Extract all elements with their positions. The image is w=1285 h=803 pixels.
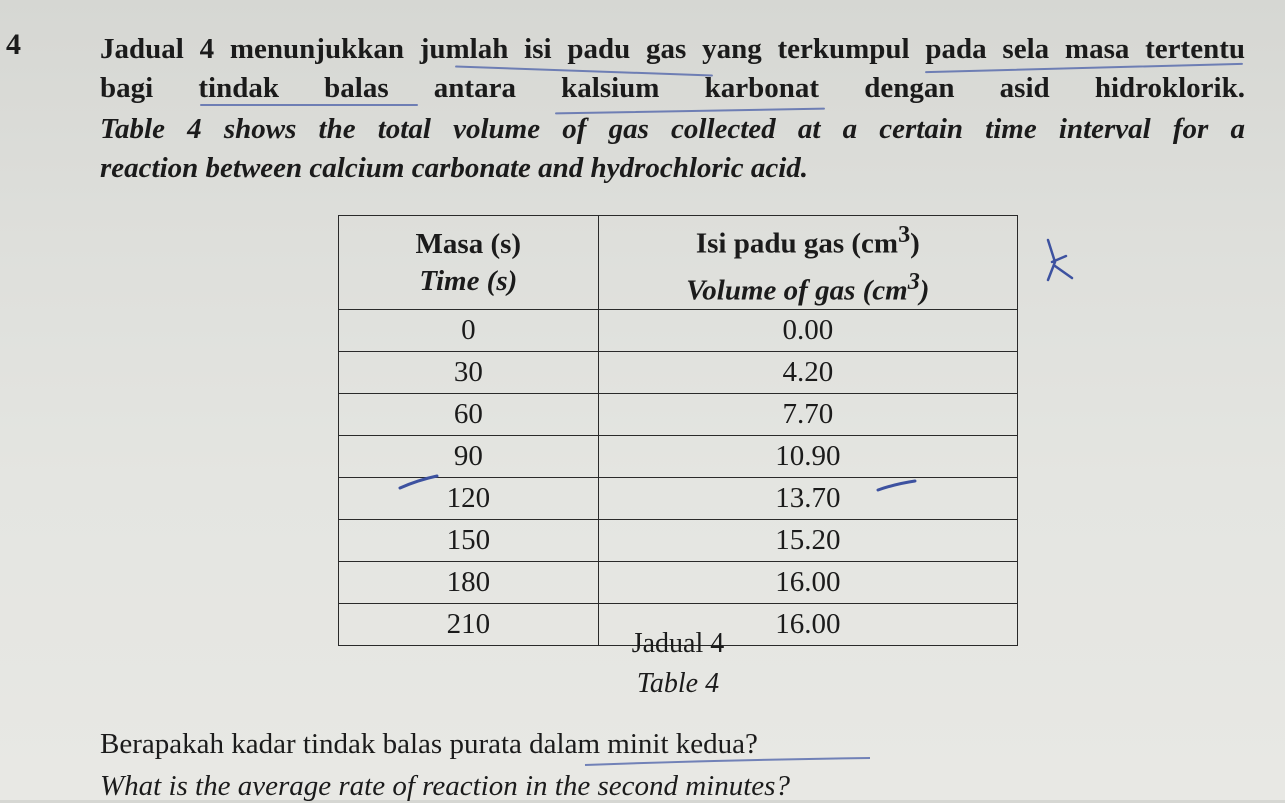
prompt-malay: Berapakah kadar tindak balas purata dalam minit kedua? xyxy=(100,728,758,760)
pen-doodle xyxy=(1048,240,1072,280)
time-cell: 0 xyxy=(339,310,599,352)
time-column-header xyxy=(339,216,599,310)
table-row xyxy=(339,436,1018,478)
unit-exponent: 3 xyxy=(907,267,920,295)
volume-cell: 15.20 xyxy=(598,520,1017,562)
table-row xyxy=(339,352,1018,394)
table-row xyxy=(339,520,1018,562)
table-row xyxy=(339,478,1018,520)
volume-cell: 7.70 xyxy=(598,394,1017,436)
volume-header-malay-text: Isi padu gas (cm xyxy=(695,227,899,260)
close-paren: ) xyxy=(919,274,930,307)
time-cell: 60 xyxy=(339,394,599,436)
time-cell: 180 xyxy=(339,562,599,604)
volume-cell: 16.00 xyxy=(598,562,1017,604)
table-header-row xyxy=(339,216,1018,310)
close-paren: ) xyxy=(910,227,920,260)
table-row xyxy=(339,394,1018,436)
question-text-english xyxy=(100,110,1245,188)
time-cell: 30 xyxy=(339,352,599,394)
time-cell: 120 xyxy=(339,478,599,520)
question-number: 4 xyxy=(6,28,21,61)
volume-header-english-text: Volume of gas (cm xyxy=(686,274,908,307)
time-header-english: Time (s) xyxy=(419,264,518,297)
time-cell: 210 xyxy=(339,604,599,646)
question-english-line-1: Table 4 shows the total volume of gas collected at a certain time interval for a xyxy=(100,113,1245,145)
volume-cell: 16.00 xyxy=(598,604,1017,646)
time-header-malay: Masa (s) xyxy=(415,227,522,260)
table-caption-malay: Jadual 4 xyxy=(631,628,725,659)
volume-cell: 0.00 xyxy=(598,310,1017,352)
unit-exponent: 3 xyxy=(898,221,911,248)
question-malay-line-1: Jadual 4 menunjukkan jumlah isi padu gas yang terkumpul pada sela masa tertentu xyxy=(100,33,1245,65)
volume-cell: 10.90 xyxy=(598,436,1017,478)
volume-column-header xyxy=(598,216,1017,310)
volume-header-english xyxy=(599,263,1017,310)
gas-volume-table xyxy=(338,215,1018,646)
volume-cell: 13.70 xyxy=(598,478,1017,520)
pen-underline-mark xyxy=(200,104,418,106)
volume-cell: 4.20 xyxy=(598,352,1017,394)
table-caption-english: Table 4 xyxy=(636,668,720,699)
question-malay-line-2: bagi tindak balas antara kalsium karbonat dengan asid hidroklorik. xyxy=(100,72,1245,104)
time-cell: 90 xyxy=(339,436,599,478)
time-cell: 150 xyxy=(339,520,599,562)
volume-header-malay xyxy=(599,216,1017,263)
question-english-line-2: reaction between calcium carbonate and hydrochloric acid. xyxy=(100,152,809,184)
prompt-english: What is the average rate of reaction in the second minutes? xyxy=(100,770,790,802)
table-row xyxy=(339,562,1018,604)
table-row xyxy=(339,310,1018,352)
